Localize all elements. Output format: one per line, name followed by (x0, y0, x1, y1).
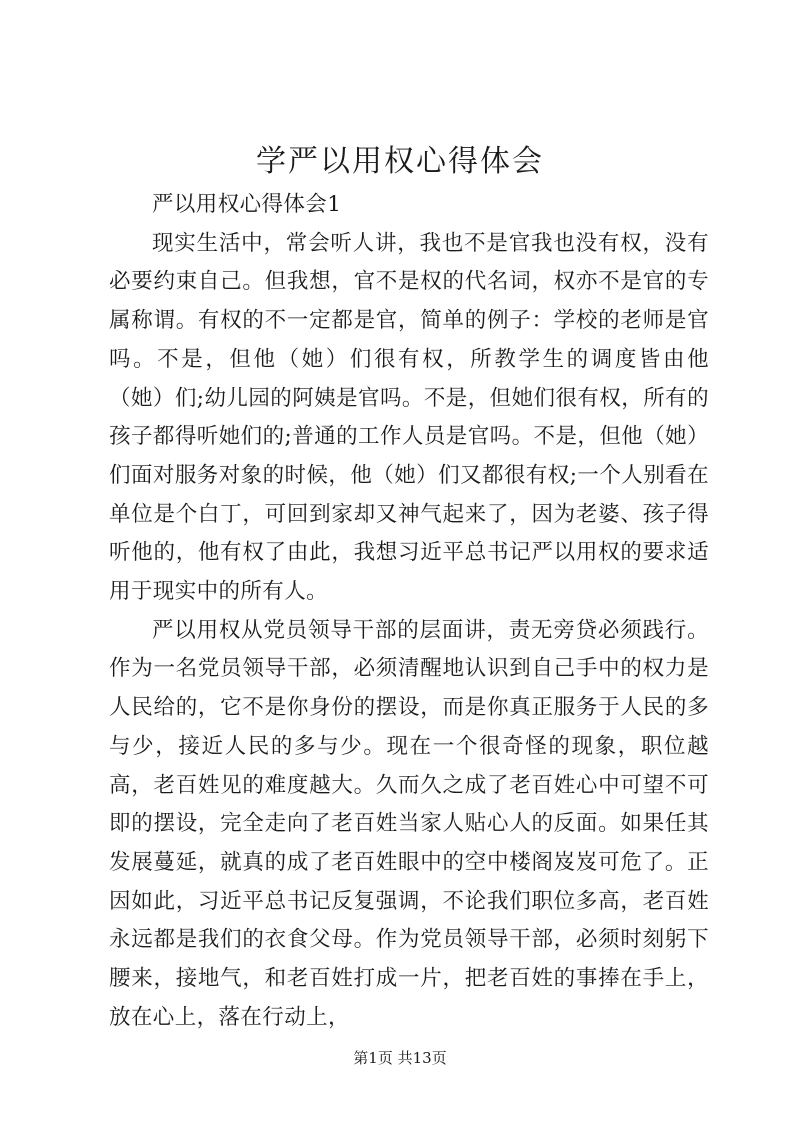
paragraph-2: 严以用权从党员领导干部的层面讲，责无旁贷必须践行。作为一名党员领导干部，必须清醒地认识到自己手中的权力是人民给的，它不是你身份的摆设，而是你真正服务于人民的多与少，接近人民的多与少。现在一个很奇怪的现象，职位越高，老百姓见的难度越大。久而久之成了老百姓心中可望不可即的摆设，完全走向了老百姓当家人贴心人的反面。如果任其发展蔓延，就真的成了老百姓眼中的空中楼阁岌岌可危了。正因如此，习近平总书记反复强调，不论我们职位多高，老百姓永远都是我们的衣食父母。作为党员领导干部，必须时刻躬下腰来，接地气，和老百姓打成一片，把老百姓的事捧在手上，放在心上，落在行动上， (109, 617, 709, 1030)
document-title: 学严以用权心得体会 (256, 144, 544, 179)
page-footer: 第1页 共13页 (353, 1049, 447, 1067)
paragraph-1: 现实生活中，常会听人讲，我也不是官我也没有权，没有必要约束自己。但我想，官不是权的代名词，权亦不是官的专属称谓。有权的不一定都是官，简单的例子：学校的老师是官吗。不是，但他（她）们很有权，所教学生的调度皆由他（她）们;幼儿园的阿姨是官吗。不是，但她们很有权，所有的孩子都得听她们的;普通的工作人员是官吗。不是，但他（她）们面对服务对象的时候，他（她）们又都很有权;一个人别看在单位是个白丁，可回到家却又神气起来了，因为老婆、孩子得听他的，他有权了由此，我想习近平总书记严以用权的要求适用于现实中的所有人。 (109, 230, 709, 605)
document-body (109, 186, 709, 1037)
section-subtitle: 严以用权心得体会1 (152, 192, 342, 217)
